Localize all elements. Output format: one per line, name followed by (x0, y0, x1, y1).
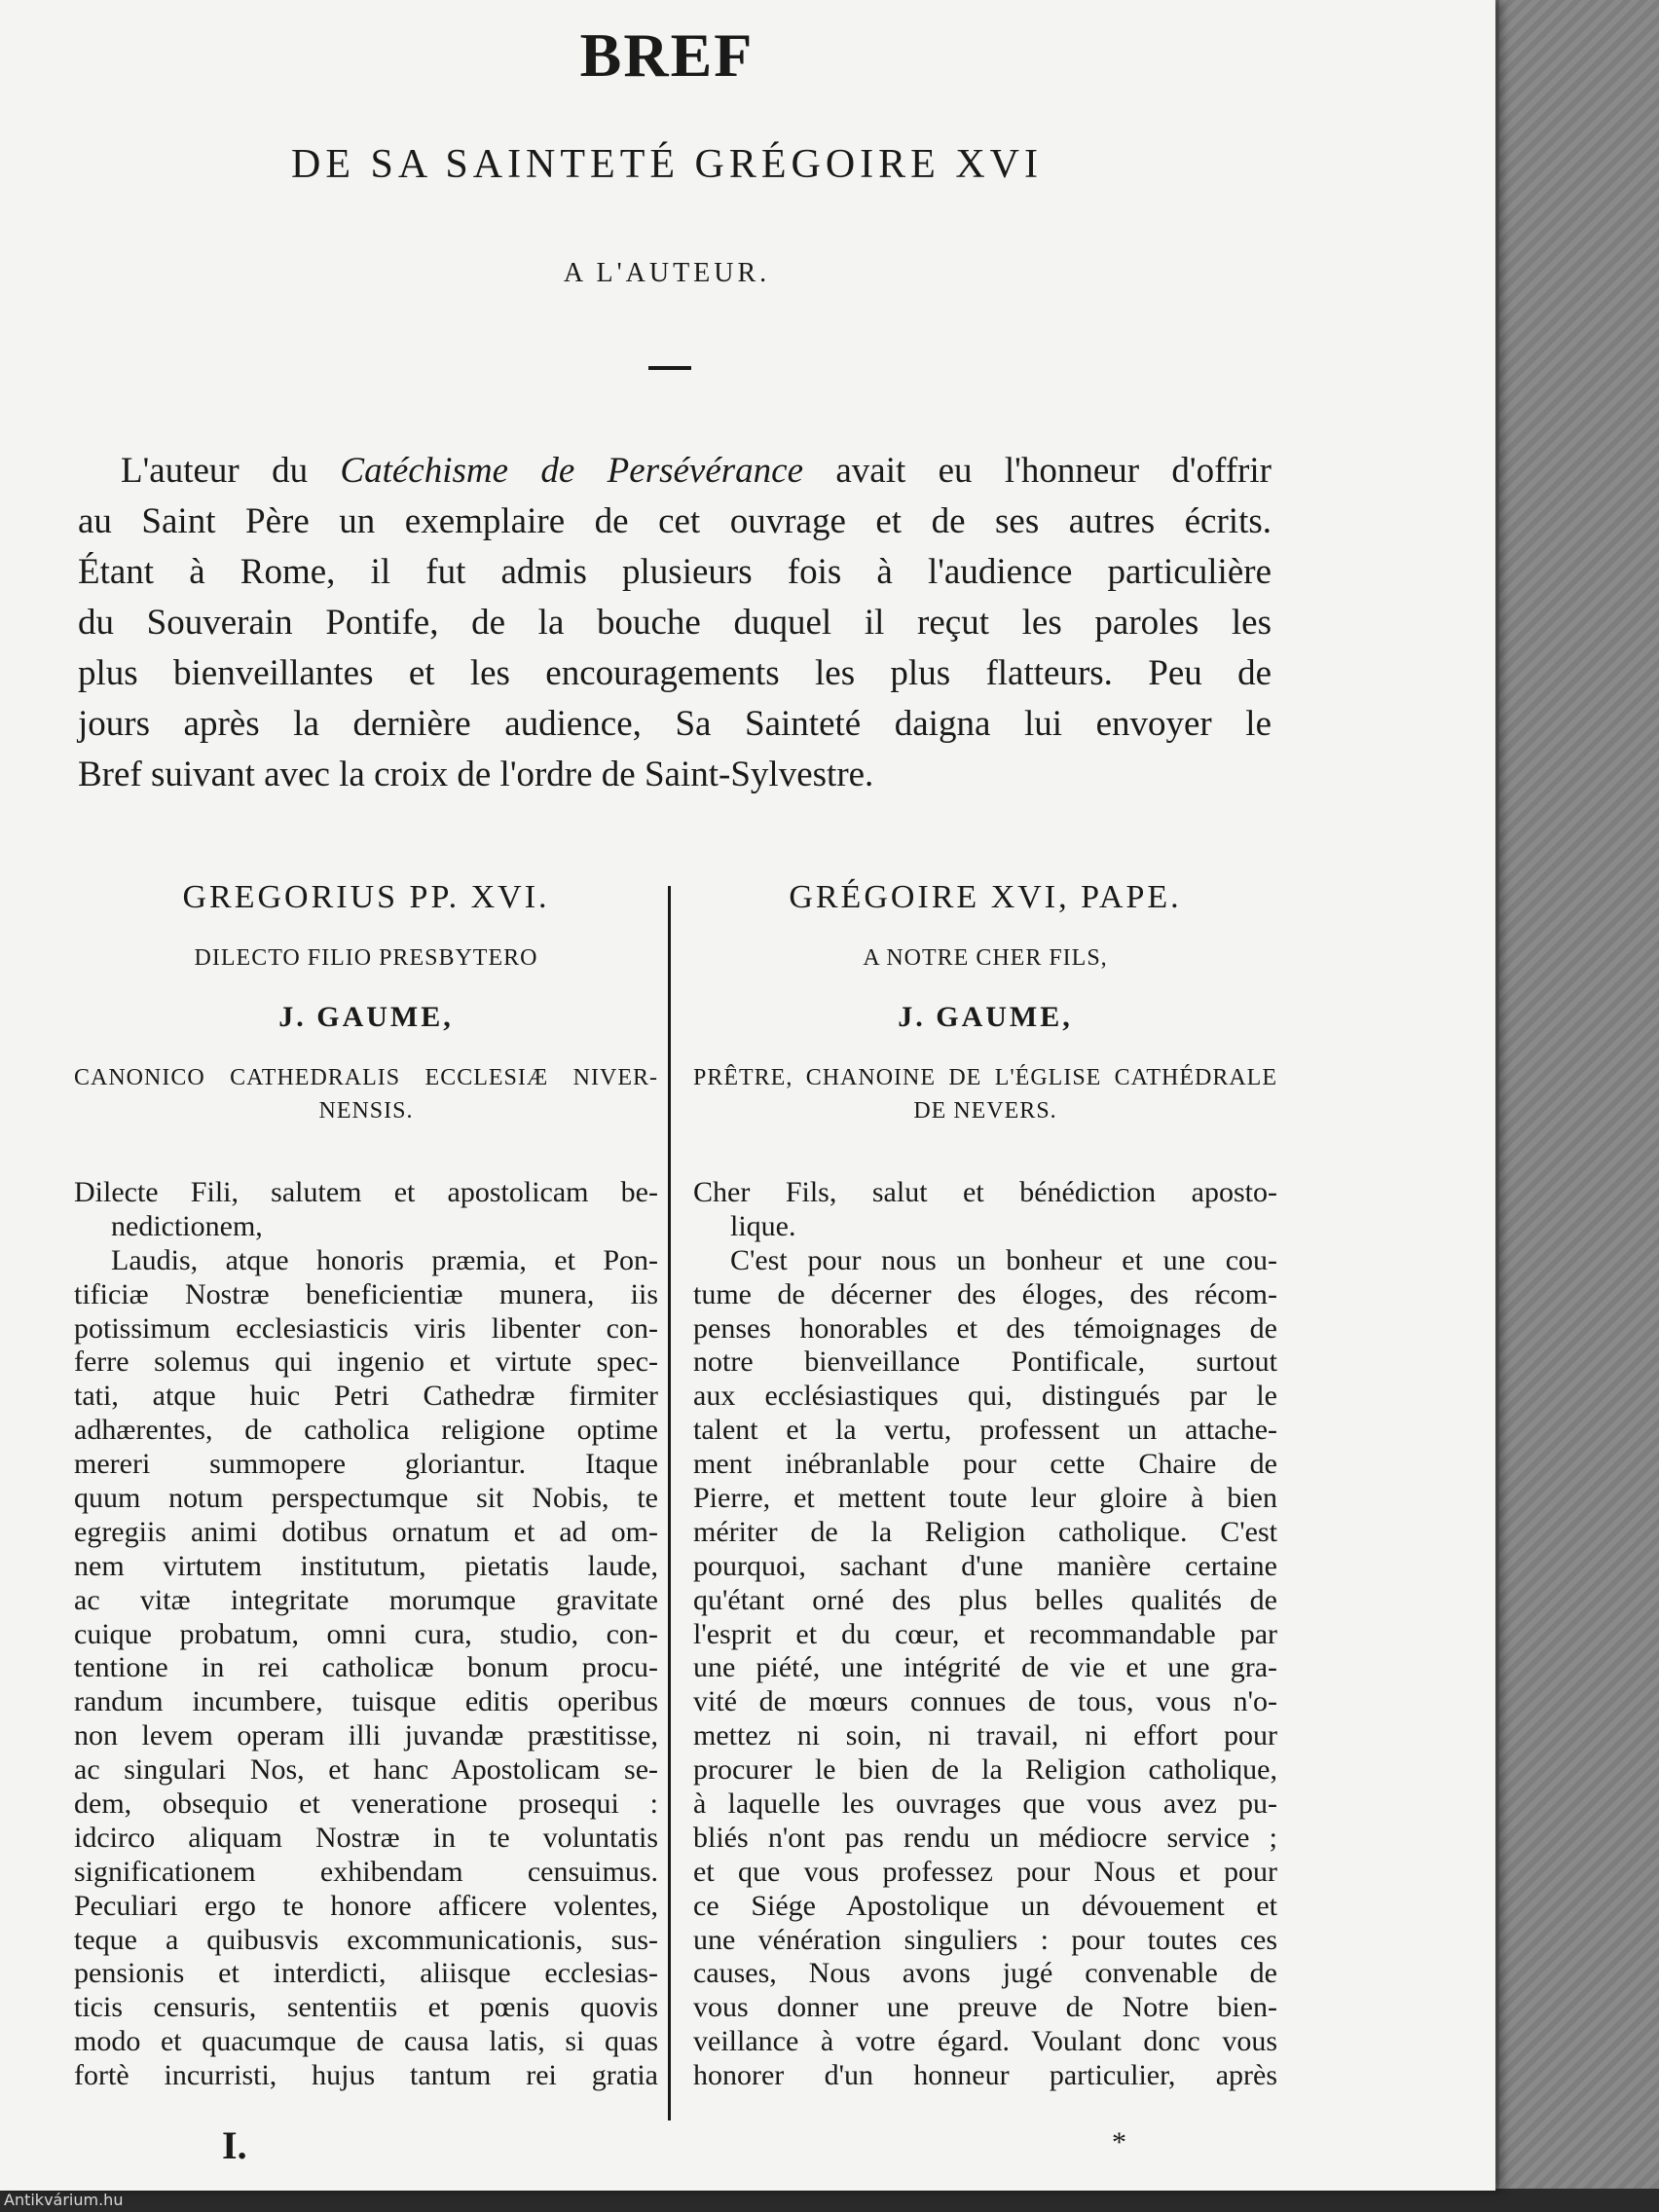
intro-line: jours après la dernière audience, Sa Sainteté daigna lui envoyer le (78, 704, 1272, 744)
latin-body-line: tentione in rei catholicæ bonum procu- (74, 1651, 658, 1684)
french-body-line: ce Siége Apostolique un dévouement et (693, 1889, 1277, 1922)
latin-body-line: tati, atque huic Petri Cathedræ firmiter (74, 1380, 658, 1413)
page-subtitle: DE SA SAINTETÉ GRÉGOIRE XVI (291, 142, 1043, 187)
latin-heading: GREGORIUS PP. XVI. (182, 879, 550, 915)
latin-body (74, 1176, 658, 2093)
bottom-edge (0, 2189, 1659, 2212)
french-body-line: veillance à votre égard. Voulant donc vous (693, 2025, 1277, 2058)
latin-body-line: adhærentes, de catholica religione optime (74, 1414, 658, 1447)
french-body-line: notre bienveillance Pontificale, surtout (693, 1346, 1277, 1379)
latin-body-line: significationem exhibendam censuimus. (74, 1855, 658, 1888)
french-body-line: bliés n'ont pas rendu un médiocre service ; (693, 1821, 1277, 1854)
french-body-line: talent et la vertu, professent un attache- (693, 1414, 1277, 1447)
latin-body-line: potissimum ecclesiasticis viris libenter con- (74, 1311, 658, 1345)
french-body (693, 1176, 1277, 2093)
latin-body-line: tificiæ Nostræ beneficientiæ munera, iis (74, 1277, 658, 1310)
french-body-line: et que vous professez pour Nous et pour (693, 1855, 1277, 1888)
latin-body-line: pensionis et interdicti, aliisque ecclesias- (74, 1957, 658, 1990)
french-body-line: tume de décerner des éloges, des récom- (693, 1277, 1277, 1310)
french-title-line: DE NEVERS. (913, 1098, 1057, 1124)
latin-body-line: randum incumbere, tuisque editis operibus (74, 1685, 658, 1718)
latin-salutation: DILECTO FILIO PRESBYTERO (194, 945, 538, 971)
latin-body-line: ac vitæ integritate morumque gravitate (74, 1583, 658, 1616)
french-body-line: C'est pour nous un bonheur et une cou- (730, 1243, 1277, 1276)
latin-body-line: teque a quibusvis excommunicationis, sus- (74, 1923, 658, 1956)
footnote-asterisk: * (1112, 2126, 1126, 2158)
french-body-line: ment inébranlable pour cette Chaire de (693, 1448, 1277, 1481)
french-body-line: qu'étant orné des plus belles qualités de (693, 1583, 1277, 1616)
french-body-line: lique. (730, 1209, 796, 1242)
french-body-line: honorer d'un honneur particulier, après (693, 2059, 1277, 2092)
latin-body-line: nem virtutem institutum, pietatis laude, (74, 1549, 658, 1582)
latin-body-line: fortè incurristi, hujus tantum rei gratia (74, 2059, 658, 2092)
french-body-line: aux ecclésiastiques qui, distingués par le (693, 1380, 1277, 1413)
french-title-line: PRÊTRE, CHANOINE DE L'ÉGLISE CATHÉDRALE (693, 1065, 1277, 1090)
french-body-line: vité de mœurs connues de tous, vous n'o- (693, 1685, 1277, 1718)
french-body-line: l'esprit et du cœur, et recommandable par (693, 1617, 1277, 1650)
latin-body-line: idcirco aliquam Nostræ in te voluntatis (74, 1821, 658, 1854)
latin-body-line: dem, obsequio et veneratione prosequi : (74, 1788, 658, 1821)
french-salutation: A NOTRE CHER FILS, (863, 945, 1108, 971)
french-column (693, 870, 1277, 2093)
french-body-line: mettez ni soin, ni travail, ni effort pour (693, 1719, 1277, 1752)
latin-body-line: Laudis, atque honoris præmia, et Pon- (111, 1243, 658, 1276)
intro-line: Étant à Rome, il fut admis plusieurs fois à l'audience particulière (78, 552, 1272, 592)
intro-line: au Saint Père un exemplaire de cet ouvrage et de ses autres écrits. (78, 501, 1272, 541)
latin-body-line: nedictionem, (111, 1209, 263, 1242)
latin-body-line: Peculiari ergo te honore afficere volentes, (74, 1889, 658, 1922)
watermark: Antikvárium.hu (4, 2191, 124, 2209)
latin-recipient-title (74, 1061, 658, 1131)
latin-column (74, 870, 658, 2093)
french-body-line: penses honorables et des témoignages de (693, 1311, 1277, 1345)
french-body-line: à laquelle les ouvrages que vous avez pu- (693, 1788, 1277, 1821)
french-body-line: pourquoi, sachant d'une manière certaine (693, 1549, 1277, 1582)
french-body-line: mériter de la Religion catholique. C'est (693, 1515, 1277, 1548)
latin-recipient-name: J. GAUME, (278, 1001, 454, 1033)
french-body-line: procurer le bien de la Religion catholique, (693, 1753, 1277, 1787)
latin-body-line: quum notum perspectumque sit Nobis, te (74, 1482, 658, 1515)
latin-body-line: Dilecte Fili, salutem et apostolicam be- (74, 1176, 658, 1208)
signature-mark: I. (222, 2123, 247, 2167)
french-recipient-title (693, 1061, 1277, 1131)
latin-title-line: NENSIS. (318, 1098, 414, 1124)
french-heading: GRÉGOIRE XVI, PAPE. (789, 879, 1182, 915)
french-body-line: une piété, une intégrité de vie et une gra- (693, 1651, 1277, 1684)
latin-body-line: ticis censuris, sententiis et pœnis quovis (74, 1991, 658, 2024)
french-body-line: vous donner une preuve de Notre bien- (693, 1991, 1277, 2024)
intro-italic-title: Catéchisme de Persévérance (340, 451, 803, 491)
intro-line: L'auteur du Catéchisme de Persévérance avait eu l'honneur d'offrir (121, 451, 1272, 491)
latin-body-line: ac singulari Nos, et hanc Apostolicam se- (74, 1753, 658, 1787)
intro-line: du Souverain Pontife, de la bouche duquel il reçut les paroles les (78, 603, 1272, 643)
intro-line: plus bienveillantes et les encouragements les plus flatteurs. Peu de (78, 653, 1272, 693)
intro-line: Bref suivant avec la croix de l'ordre de Saint-Sylvestre. (78, 755, 874, 794)
french-body-line: Cher Fils, salut et bénédiction aposto- (693, 1176, 1277, 1208)
latin-body-line: egregiis animi dotibus ornatum et ad om- (74, 1515, 658, 1548)
title-rule (648, 366, 691, 370)
latin-body-line: non levem operam illi juvandæ præstitisse, (74, 1719, 658, 1752)
background-fabric (1499, 0, 1659, 2212)
french-body-line: une vénération singuliers : pour toutes ces (693, 1923, 1277, 1956)
french-body-line: causes, Nous avons jugé convenable de (693, 1957, 1277, 1990)
page-title: BREF (579, 20, 755, 90)
latin-body-line: mereri summopere gloriantur. Itaque (74, 1448, 658, 1481)
french-body-line: Pierre, et mettent toute leur gloire à bien (693, 1482, 1277, 1515)
intro-paragraph (78, 446, 1272, 800)
latin-body-line: cuique probatum, omni cura, studio, con- (74, 1617, 658, 1650)
french-recipient-name: J. GAUME, (898, 1001, 1073, 1033)
column-divider (668, 886, 671, 2120)
latin-title-line: CANONICO CATHEDRALIS ECCLESIÆ NIVER- (74, 1065, 658, 1090)
addressee-line: A L'AUTEUR. (563, 258, 771, 288)
latin-body-line: modo et quacumque de causa latis, si quas (74, 2025, 658, 2058)
latin-body-line: ferre solemus qui ingenio et virtute spec- (74, 1346, 658, 1379)
